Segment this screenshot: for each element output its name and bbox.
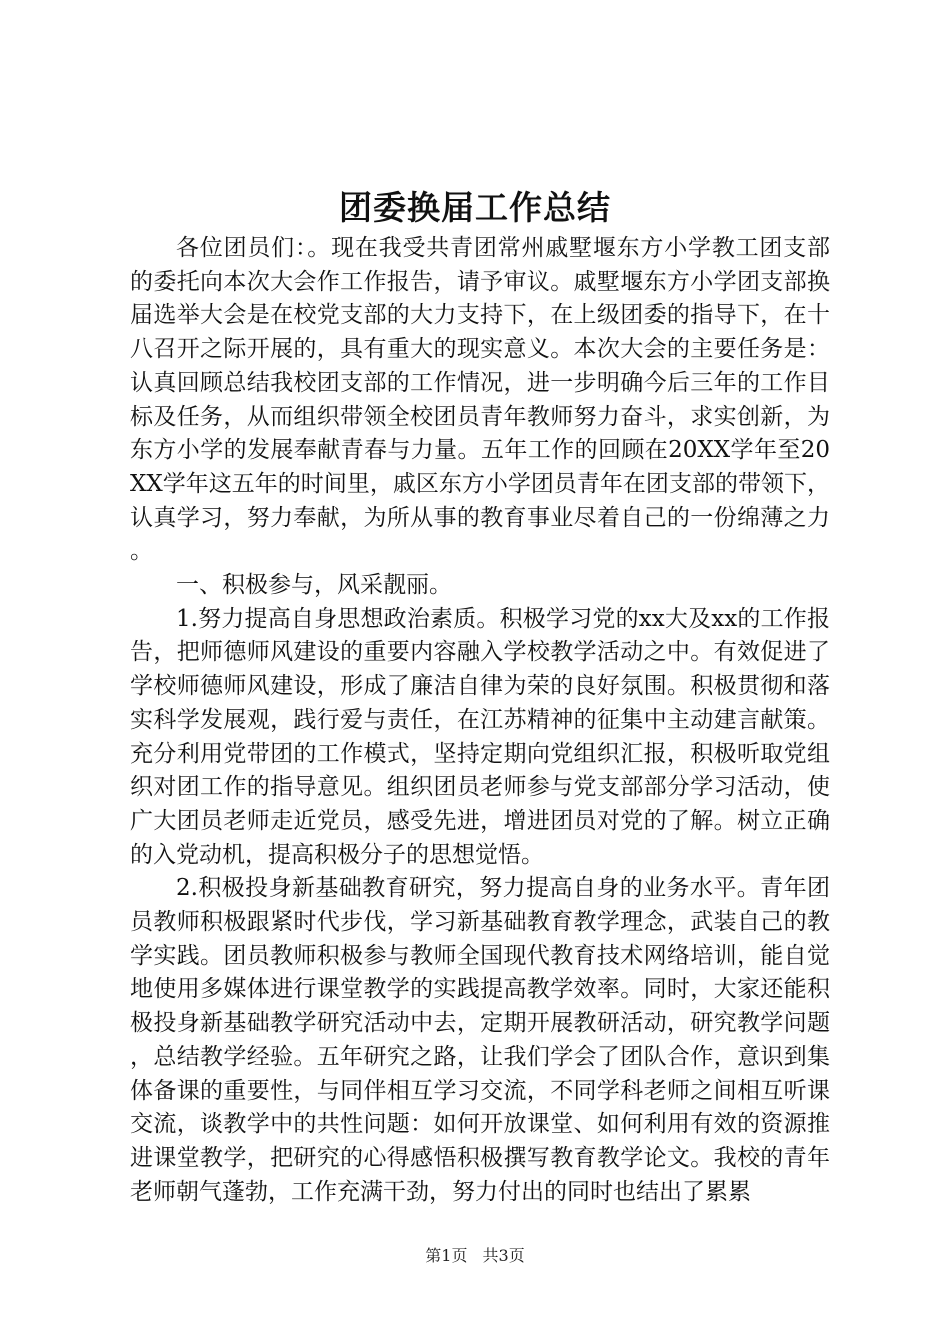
page-number: 第1页 <box>425 1246 468 1265</box>
document-body <box>130 232 830 1209</box>
body-paragraph: 2.积极投身新基础教育研究，努力提高自身的业务水平。青年团员教师积极跟紧时代步伐，学习新基础教育教学理念，武装自己的教学实践。团员教师积极参与教师全国现代教育技术网络培训，能自觉地使用多媒体进行课堂教学的实践提高教学效率。同时，大家还能积极投身新基础教学研究活动中去，定期开展教研活动，研究教学问题，总结教学经验。五年研究之路，让我们学会了团队合作，意识到集体备课的重要性，与同伴相互学习交流，不同学科老师之间相互听课交流，谈教学中的共性问题：如何开放课堂、如何利用有效的资源推进课堂教学，把研究的心得感悟积极撰写教育教学论文。我校的青年老师朝气蓬勃，工作充满干劲，努力付出的同时也结出了累累 <box>130 875 830 1205</box>
section-heading: 一、积极参与，风采靓丽。 <box>176 572 452 599</box>
page-total: 共3页 <box>482 1246 525 1265</box>
page-footer <box>0 1244 950 1268</box>
body-paragraph: 各位团员们：。现在我受共青团常州戚墅堰东方小学教工团支部的委托向本次大会作工作报告，请予审议。戚墅堰东方小学团支部换届选举大会是在校党支部的大力支持下，在上级团委的指导下，在十八召开之际开展的，具有重大的现实意义。本次大会的主要任务是：认真回顾总结我校团支部的工作情况，进一步明确今后三年的工作目标及任务，从而组织带领全校团员青年教师努力奋斗，求实创新，为东方小学的发展奉献青春与力量。五年工作的回顾在20XX学年至20XX学年这五年的时间里，戚区东方小学团员青年在团支部的带领下，认真学习，努力奉献，为所从事的教育事业尽着自己的一份绵薄之力。 <box>130 235 830 565</box>
document-title: 团委换届工作总结 <box>339 188 611 227</box>
body-paragraph: 1.努力提高自身思想政治素质。积极学习党的xx大及xx的工作报告，把师德师风建设的重要内容融入学校教学活动之中。有效促进了学校师德师风建设，形成了廉洁自律为荣的良好氛围。积极贯彻和落实科学发展观，践行爱与责任，在江苏精神的征集中主动建言献策。充分利用党带团的工作模式，坚持定期向党组织汇报，积极听取党组织对团工作的指导意见。组织团员老师参与党支部部分学习活动，使广大团员老师走近党员，感受先进，增进团员对党的了解。树立正确的入党动机，提高积极分子的思想觉悟。 <box>130 605 830 868</box>
